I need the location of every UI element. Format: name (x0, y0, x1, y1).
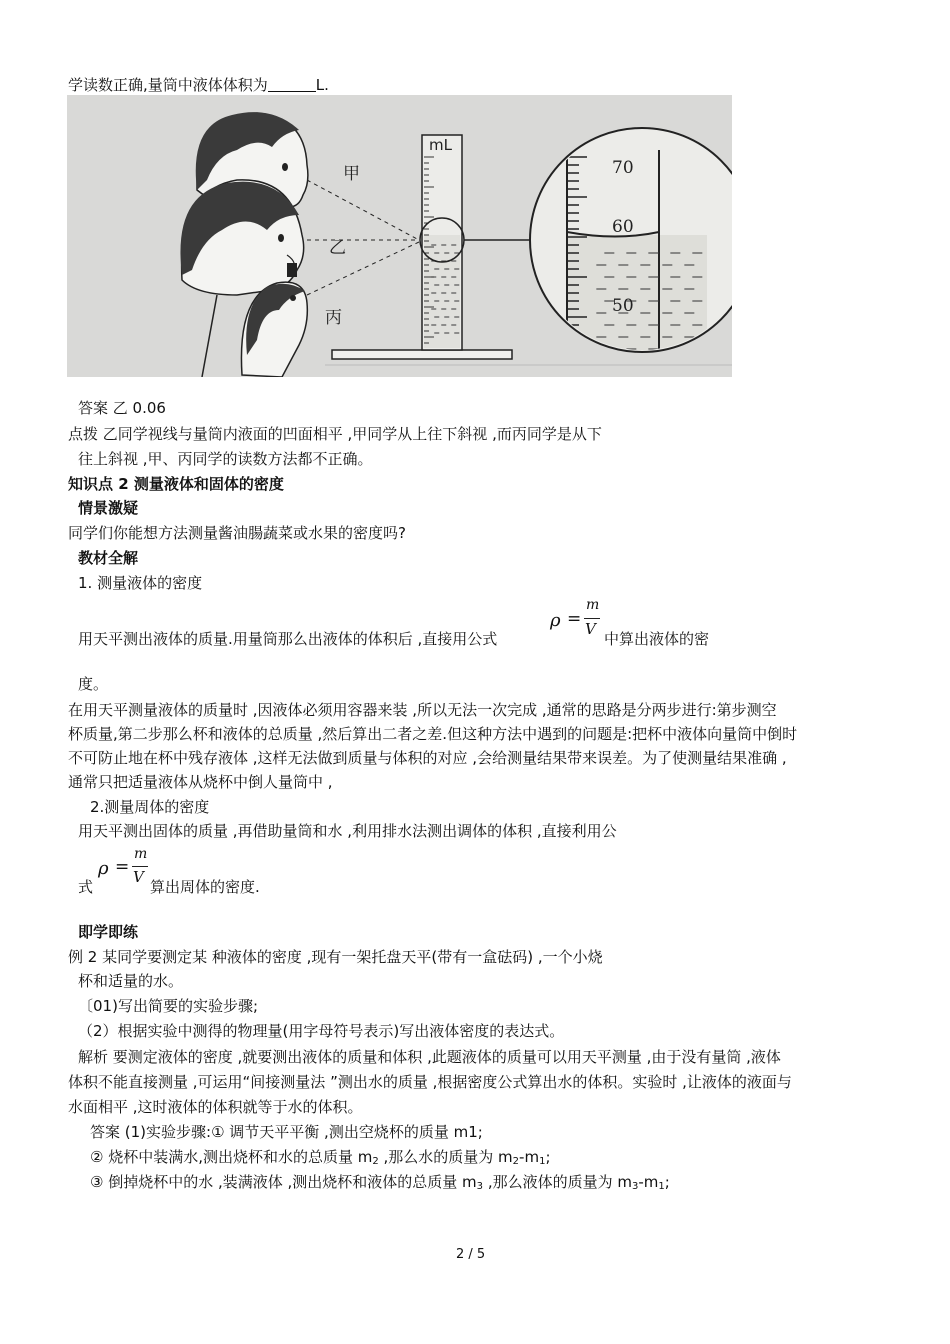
para-liquid-4: 通常只把适量液体从烧杯中倒人量筒中 , (68, 773, 333, 791)
answer-step-2: ② 烧杯中装满水,测出烧杯和水的总质量 $m_2$ ,那么水的质量为 $m_2-m_1$; (90, 1148, 551, 1167)
example-line-1: 例 2 某同学要测定某 种液体的密度 ,现有一架托盘天平(带有一盒砝码) ,一个小烧 (68, 948, 603, 966)
fraction-bar (584, 618, 600, 619)
answer-step-1: 答案 (1)实验步骤:① 调节天平平衡 ,测出空烧杯的质量 m1; (90, 1123, 483, 1141)
fraction-bar (132, 866, 148, 867)
jiaocai-title: 教材全解 (78, 549, 139, 567)
para-liquid-3: 不可防止地在杯中残存液体 ,这样无法做到质量与体积的对应 ,会给测量结果带来误差。为了使测量结果准确 , (68, 749, 787, 767)
question-1: 〔01)写出简要的实验步骤; (78, 997, 258, 1015)
qingjing-title: 情景激疑 (78, 499, 139, 517)
question-text: 学读数正确,量筒中液体体积为 (68, 76, 268, 94)
question-2: （2）根据实验中测得的物理量(用字母符号表示)写出液体密度的表达式。 (78, 1022, 565, 1040)
dianbo-line-2: 往上斜视 ,甲、丙同学的读数方法都不正确。 (78, 450, 373, 468)
qingjing-text: 同学们你能想方法测量酱油腸蔬菜或水果的密度吗? (68, 524, 406, 542)
numerator-m: m (586, 597, 600, 613)
measuring-cylinder-figure (67, 95, 732, 377)
para-liquid-1: 在用天平测量液体的质量时 ,因液体必须用容器来装 ,所以无法一次完成 ,通常的思路是分两步进行:第步测空 (68, 701, 777, 719)
jiexi-line-2: 体积不能直接测量 ,可运用“间接测量法 ”测出水的质量 ,根据密度公式算出水的体积。实验时 ,让液体的液面与 (68, 1073, 792, 1091)
label-bing: 丙 (325, 308, 342, 328)
example-line-2: 杯和适量的水。 (78, 972, 184, 990)
item2-title: 2.测量周体的密度 (90, 798, 210, 816)
density-formula-2 (96, 846, 156, 896)
density-formula-1 (548, 596, 608, 646)
denominator-v: V (133, 868, 144, 886)
numerator-m: m (134, 846, 148, 862)
tick-50: 50 (612, 296, 634, 316)
label-jia: 甲 (343, 164, 360, 184)
jiexi-line-3: 水面相平 ,这时液体的体积就等于水的体积。 (68, 1098, 363, 1116)
section-title: 知识点 2 测量液体和固体的密度 (68, 475, 284, 493)
item2-text: 用天平测出固体的质量 ,再借助量筒和水 ,利用排水法测出调体的体积 ,直接利用公 (78, 822, 617, 840)
jixue-title: 即学即练 (78, 923, 139, 941)
item1-formula-before: 用天平测出液体的质量.用量筒那么出液体的体积后 ,直接用公式 (78, 630, 498, 648)
item2-shi: 式 (78, 878, 94, 896)
unit-label: mL (429, 136, 452, 154)
answer-blank (268, 77, 316, 92)
question-tail (68, 75, 329, 95)
question-unit: L. (315, 76, 329, 94)
item1-end: 度。 (78, 675, 109, 693)
tick-60: 60 (612, 217, 634, 237)
tick-70: 70 (612, 158, 634, 178)
item1-title: 1. 测量液体的密度 (78, 574, 203, 592)
label-yi: 乙 (329, 238, 346, 258)
page-number: 2 / 5 (456, 1247, 486, 1262)
answer-1: 答案 乙 0.06 (78, 399, 166, 417)
answer-step-3: ③ 倒掉烧杯中的水 ,装满液体 ,测出烧杯和液体的总质量 $m_3$ ,那么液体的质量为 $m_3-m_1$; (90, 1173, 670, 1192)
equals-sign: = (115, 857, 130, 877)
item1-formula-after: 中算出液体的密 (604, 630, 710, 648)
equals-sign: = (567, 609, 582, 629)
jiexi-line-1: 解析 要测定液体的密度 ,就要测出液体的质量和体积 ,此题液体的质量可以用天平测量 ,由于没有量筒 ,液体 (78, 1048, 781, 1066)
cylinder-base (332, 350, 512, 359)
item2-after: 算出周体的密度. (150, 878, 260, 896)
denominator-v: V (585, 620, 596, 638)
cylinder-liquid (424, 235, 460, 348)
dianbo-line-1: 点拨 乙同学视线与量筒内液面的凹面相平 ,甲同学从上往下斜视 ,而丙同学是从下 (68, 425, 602, 443)
rho-symbol: ρ (98, 858, 109, 879)
para-liquid-2: 杯质量,第二步那么杯和液体的总质量 ,然后算出二者之差.但这种方法中遇到的问题是:把杯中液体向量筒中倒时 (68, 725, 798, 743)
rho-symbol: ρ (550, 610, 561, 631)
